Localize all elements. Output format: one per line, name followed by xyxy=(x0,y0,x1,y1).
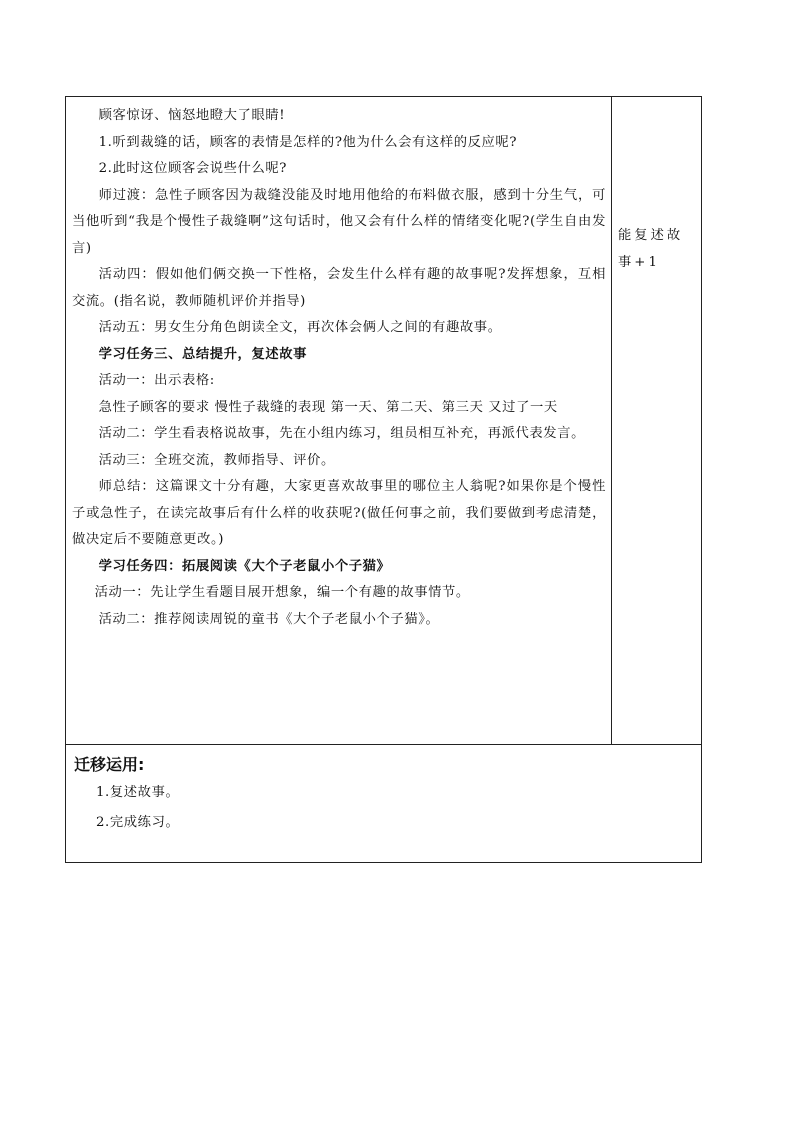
paragraph: 顾客惊讶、恼怒地瞪大了眼睛! xyxy=(98,108,286,123)
lesson-table xyxy=(65,96,702,863)
paragraph: 活动一：先让学生看题目展开想象，编一个有趣的故事情节。 xyxy=(94,585,470,600)
paragraph: 急性子顾客的要求 慢性子裁缝的表现 第一天、第二天、第三天 又过了一天 xyxy=(98,399,558,415)
paragraph: 活动五：男女生分角色朗读全文，再次体会俩人之间的有趣故事。 xyxy=(98,320,502,335)
paragraph: 活动二：推荐阅读周锐的童书《大个子老鼠小个子猫》。 xyxy=(98,611,440,627)
paragraph: 活动三：全班交流，教师指导、评价。 xyxy=(98,452,335,468)
transfer-title: 迁移运用: xyxy=(74,755,145,774)
paragraph: 2.此时这位顾客会说些什么呢? xyxy=(98,161,287,176)
row-divider xyxy=(66,744,701,745)
column-divider xyxy=(611,97,612,744)
transfer-cell xyxy=(74,752,694,838)
paragraph: 活动一：出示表格: xyxy=(98,373,215,388)
teaching-process-cell xyxy=(72,103,606,633)
paragraph: 1.听到裁缝的话，顾客的表情是怎样的?他为什么会有这样的反应呢? xyxy=(98,134,518,150)
evaluation-cell: 能复述故事+1 xyxy=(618,228,684,270)
paragraph: 活动二：学生看表格说故事，先在小组内练习，组员相互补充，再派代表发言。 xyxy=(98,426,585,441)
section-heading: 学习任务四：拓展阅读《大个子老鼠小个子猫》 xyxy=(98,558,391,574)
transfer-item: 2.完成练习。 xyxy=(96,815,180,830)
transfer-item: 1.复述故事。 xyxy=(96,785,180,800)
paragraph: 师总结：这篇课文十分有趣，大家更喜欢故事里的哪位主人翁呢?如果你是个慢性子或急性子，在读完故事后有什么样的收获呢?(做任何事之前，我们要做到考虑清楚，做决定后不要随意更改。) xyxy=(72,479,606,547)
paragraph: 师过渡：急性子顾客因为裁缝没能及时地用他给的布料做衣服，感到十分生气，可当他听到“我是个慢性子裁缝啊”这句话时，他又会有什么样的情绪变化呢?(学生自由发言) xyxy=(72,187,606,256)
section-heading: 学习任务三、总结提升，复述故事 xyxy=(98,346,308,362)
paragraph: 活动四：假如他们俩交换一下性格，会发生什么样有趣的故事呢?发挥想象，互相交流。(指名说，教师随机评价并指导) xyxy=(72,267,606,309)
